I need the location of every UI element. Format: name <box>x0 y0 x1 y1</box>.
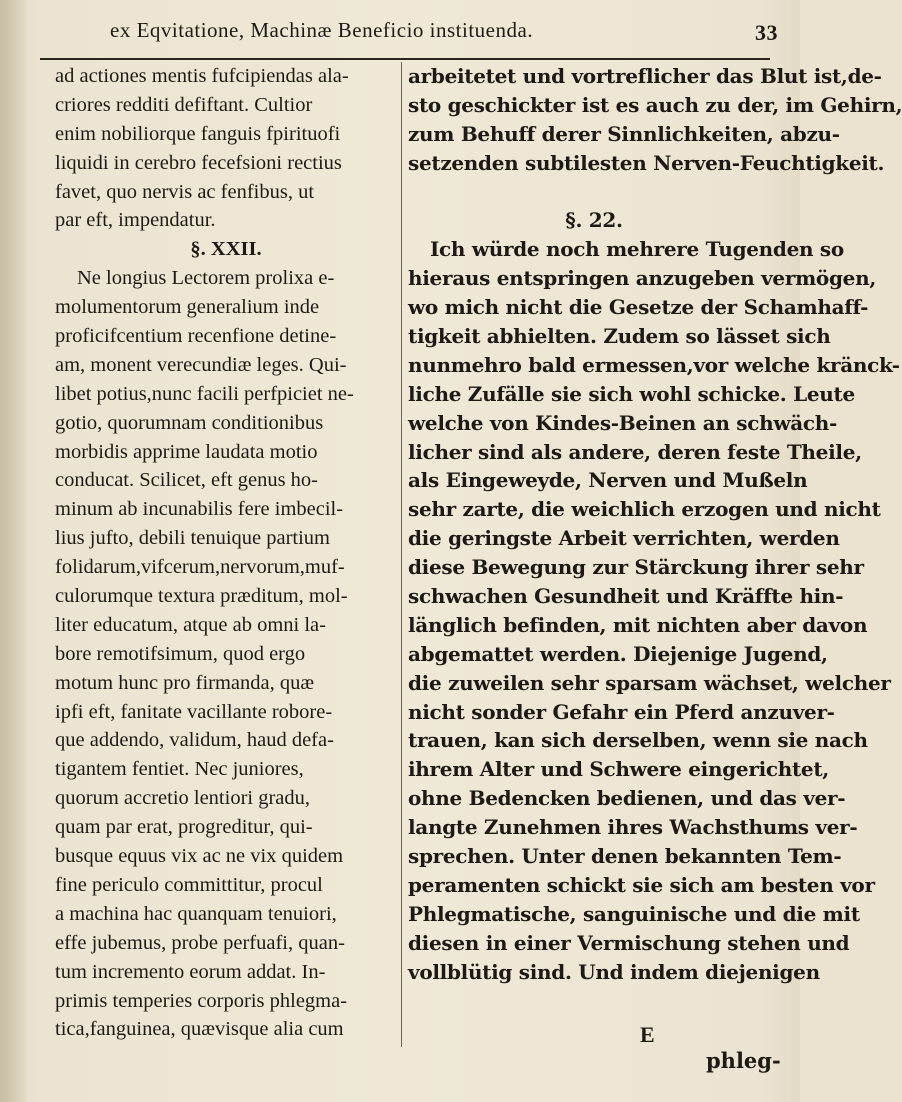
latin-line: tigantem fentiet. Nec juniores, <box>55 758 304 781</box>
german-line: langte Zunehmen ihres Wachsthums ver- <box>408 815 858 840</box>
latin-line: criores redditi defiftant. Cultior <box>55 93 313 116</box>
latin-line: motum hunc pro firmanda, quæ <box>55 671 315 694</box>
german-line: diesen in einer Vermischung stehen und <box>408 930 850 955</box>
latin-line: tum incremento eorum addat. In- <box>55 960 326 983</box>
german-line: die geringste Arbeit verrichten, werden <box>408 526 840 551</box>
german-line: tigkeit abhielten. Zudem so lässet sich <box>408 324 831 349</box>
latin-line: folidarum,vifcerum,nervorum,muf- <box>55 556 345 579</box>
latin-line: liter educatum, atque ab omni la- <box>55 613 326 636</box>
latin-line: bore remotifsimum, quod ergo <box>55 642 306 665</box>
catchword: phleg- <box>706 1048 781 1073</box>
german-line: nicht sonder Gefahr ein Pferd anzuver- <box>408 699 835 724</box>
latin-line: gotio, quorumnam conditionibus <box>55 411 324 434</box>
german-line: schwachen Gesundheit und Kräffte hin- <box>408 584 844 609</box>
latin-line: ad actiones mentis fufcipiendas ala- <box>55 65 349 87</box>
german-line: sto geschickter ist es auch zu der, im Gehirn, <box>408 92 902 117</box>
latin-line: quorum accretio lentiori gradu, <box>55 787 311 810</box>
german-line: licher sind als andere, deren feste Theile, <box>408 439 862 464</box>
german-line: trauen, kan sich derselben, wenn sie nach <box>408 728 868 753</box>
latin-line: molumentorum generalium inde <box>55 296 320 319</box>
german-line: ihrem Alter und Schwere eingerichtet, <box>408 757 829 782</box>
german-line: hieraus entspringen anzugeben vermögen, <box>408 266 876 291</box>
latin-line: quam par erat, progreditur, qui- <box>55 816 313 839</box>
latin-line: am, monent verecundiæ leges. Qui- <box>55 353 347 376</box>
german-line: sehr zarte, die weichlich erzogen und nicht <box>408 497 881 522</box>
latin-line: que addendo, validum, haud defa- <box>55 729 334 752</box>
german-line: länglich befinden, mit nichten aber davon <box>408 612 868 637</box>
latin-line: morbidis apprime laudata motio <box>55 440 318 463</box>
latin-line: busque equus vix ac ne vix quidem <box>55 845 344 868</box>
latin-line: liquidi in cerebro fecefsioni rectius <box>55 151 342 174</box>
german-line: ohne Bedencken bedienen, und das ver- <box>408 786 846 811</box>
latin-line: fine periculo committitur, procul <box>55 873 323 896</box>
latin-line: lius jufto, debili tenuique partium <box>55 527 330 550</box>
latin-line: primis temperies corporis phlegma- <box>55 989 348 1012</box>
german-line: diese Bewegung zur Stärckung ihrer sehr <box>408 555 864 580</box>
german-line: Ich würde noch mehrere Tugenden so <box>430 237 844 262</box>
german-column <box>408 62 902 987</box>
latin-line: par eft, impendatur. <box>55 209 216 232</box>
latin-line: minum ab incunabilis fere imbecil- <box>55 498 344 521</box>
german-line: nunmehro bald ermessen,vor welche kränck- <box>408 352 900 377</box>
running-head <box>110 8 778 48</box>
header-rule <box>40 58 770 60</box>
latin-line: Ne longius Lectorem prolixa e- <box>77 267 335 290</box>
german-line: liche Zufälle sie sich wohl schicke. Leute <box>408 381 855 406</box>
page-number: 33 <box>755 20 778 45</box>
latin-line: tica,fanguinea, quævisque alia cum <box>55 1018 344 1041</box>
german-line: wo mich nicht die Gesetze der Schamhaff- <box>408 295 869 320</box>
latin-line: enim nobiliorque fanguis fpirituofi <box>55 122 341 145</box>
signature-mark: E <box>640 1022 655 1047</box>
running-head-title: ex Eqvitatione, Machinæ Beneficio instituenda. <box>110 18 534 42</box>
german-line: peramenten schickt sie sich am besten vor <box>408 872 875 897</box>
gutter-shadow <box>0 0 28 1102</box>
german-line: welche von Kindes-Beinen an schwäch- <box>408 410 838 435</box>
latin-line: libet potius,nunc facili perfpiciet ne- <box>55 382 354 405</box>
german-line: Phlegmatische, sanguinische und die mit <box>408 901 860 926</box>
latin-line: effe jubemus, probe perfuafi, quan- <box>55 931 345 954</box>
latin-line: favet, quo nervis ac fenfibus, ut <box>55 180 315 203</box>
german-line: zum Behuff derer Sinnlichkeiten, abzu- <box>408 121 840 146</box>
german-line: arbeitetet und vortreflicher das Blut ist,de- <box>408 64 882 88</box>
german-line: vollblütig sind. Und indem diejenigen <box>408 959 820 984</box>
column-divider <box>401 62 402 1047</box>
german-line: setzenden subtilesten Nerven-Feuchtigkeit. <box>408 150 885 175</box>
latin-line: culorumque textura præditum, mol- <box>55 585 348 608</box>
german-line: §. 22. <box>565 208 623 233</box>
latin-column <box>55 62 397 1044</box>
german-line: abgemattet werden. Diejenige Jugend, <box>408 641 828 666</box>
german-line: als Eingeweyde, Nerven und Mußeln <box>408 468 808 493</box>
german-line <box>408 178 780 207</box>
latin-line: a machina hac quanquam tenuiori, <box>55 902 337 925</box>
german-line: die zuweilen sehr sparsam wächset, welcher <box>408 670 891 695</box>
latin-line: §. XXII. <box>190 238 262 261</box>
german-line: sprechen. Unter denen bekannten Tem- <box>408 844 842 869</box>
latin-line: proficifcentium recenfione detine- <box>55 325 337 348</box>
latin-line: ipfi eft, fanitate vacillante robore- <box>55 700 333 723</box>
latin-line: conducat. Scilicet, eft genus ho- <box>55 469 318 492</box>
